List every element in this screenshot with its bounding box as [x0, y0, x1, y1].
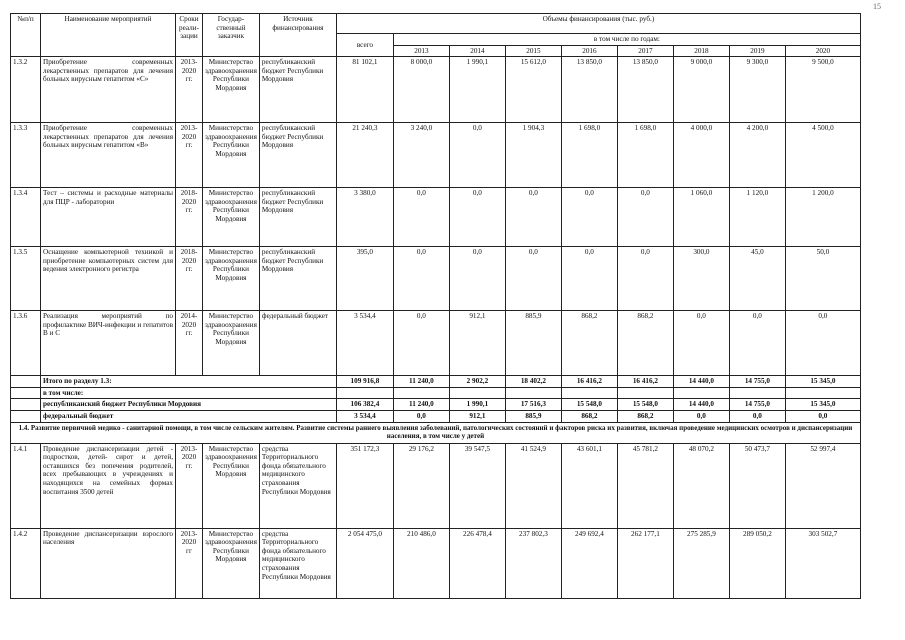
row-term: 2018-2020 гг.: [176, 188, 203, 247]
row-value-2020: 4 500,0: [785, 123, 860, 188]
row-name: Приобретение современных лекарственных препаратов для лечения больных вирусным гепатитом «С»: [41, 57, 176, 123]
row-customer: Министерство здравоохранения Республики Мордовия: [203, 188, 260, 247]
federal-budget-row: [11, 410, 861, 422]
table-row: [11, 247, 861, 311]
year-2018: 2018: [673, 45, 729, 57]
row-total: 81 102,1: [336, 57, 393, 123]
federal-budget-label: федеральный бюджет: [41, 410, 337, 422]
row-total: 3 534,4: [336, 311, 393, 376]
row-value-2020: 50,0: [785, 247, 860, 311]
table-row: [11, 311, 861, 376]
year-2017: 2017: [617, 45, 673, 57]
federal-budget-2020: 0,0: [785, 410, 860, 422]
row-value-2018: 275 285,9: [673, 528, 729, 598]
row-value-2014: 1 990,1: [449, 57, 505, 123]
row-name: Тест – системы и расходные материалы для ПЦР - лаборатории: [41, 188, 176, 247]
row-value-2018: 0,0: [673, 311, 729, 376]
row-term: 2013-2020 гг.: [176, 57, 203, 123]
republic-budget-label: республиканский бюджет Республики Мордовия: [41, 399, 337, 411]
row-num: 1.3.5: [11, 247, 41, 311]
row-value-2020: 1 200,0: [785, 188, 860, 247]
row-value-2016: 13 850,0: [561, 57, 617, 123]
row-value-2017: 0,0: [617, 247, 673, 311]
row-value-2016: 1 698,0: [561, 123, 617, 188]
header-total: всего: [336, 34, 393, 57]
section-1-4-heading: 1.4. Развитие первичной медико - санитарной помощи, в том числе сельским жителям. Развитие системы раннего выявления заболеваний, патологических состояний и факторов риска их развития, включая проведение медицинских осмотров и диспансеризации населения, в том числе у детей: [11, 422, 861, 443]
row-customer: Министерство здравоохранения Республики Мордовия: [203, 528, 260, 598]
section-total-2015: 18 402,2: [505, 376, 561, 388]
section-total-sum: 109 916,8: [336, 376, 393, 388]
row-value-2014: 0,0: [449, 188, 505, 247]
row-value-2019: 45,0: [729, 247, 785, 311]
row-value-2014: 39 547,5: [449, 443, 505, 528]
row-source: средства Территориального фонда обязательного медицинского страхования Республики Мордовия: [259, 528, 336, 598]
year-2016: 2016: [561, 45, 617, 57]
row-term: 2014-2020 гг.: [176, 311, 203, 376]
row-value-2013: 0,0: [393, 247, 449, 311]
row-term: 2018-2020 гг.: [176, 247, 203, 311]
section-total-2019: 14 755,0: [729, 376, 785, 388]
federal-budget-2013: 0,0: [393, 410, 449, 422]
federal-budget-2019: 0,0: [729, 410, 785, 422]
section-heading-row: [11, 422, 861, 443]
year-2014: 2014: [449, 45, 505, 57]
row-value-2017: 868,2: [617, 311, 673, 376]
row-term: 2013-2020 гг: [176, 528, 203, 598]
row-value-2013: 0,0: [393, 188, 449, 247]
header-source: Источник финансирования: [259, 14, 336, 57]
section-total-2016: 16 416,2: [561, 376, 617, 388]
row-value-2014: 0,0: [449, 247, 505, 311]
section-total-2018: 14 440,0: [673, 376, 729, 388]
row-value-2018: 300,0: [673, 247, 729, 311]
header-volumes: Объемы финансирования (тыс. руб.): [336, 14, 860, 34]
row-name: Проведение диспансеризации детей - подростков, детей- сирот и детей, оставшихся без попечения родителей, всех пребывающих в учреждениях и находящихся на семейных формах воспитания 3500 детей: [41, 443, 176, 528]
row-num: 1.3.6: [11, 311, 41, 376]
header-customer: Государ-ственный заказчик: [203, 14, 260, 57]
row-value-2016: 0,0: [561, 247, 617, 311]
table-row: [11, 188, 861, 247]
row-source: республиканский бюджет Республики Мордовия: [259, 188, 336, 247]
section-total-2020: 15 345,0: [785, 376, 860, 388]
federal-budget-2015: 885,9: [505, 410, 561, 422]
republic-budget-2020: 15 345,0: [785, 399, 860, 411]
year-2020: 2020: [785, 45, 860, 57]
row-value-2020: 0,0: [785, 311, 860, 376]
table-row: [11, 123, 861, 188]
row-total: 3 380,0: [336, 188, 393, 247]
republic-budget-sum: 106 382,4: [336, 399, 393, 411]
row-value-2019: 1 120,0: [729, 188, 785, 247]
row-num: 1.3.3: [11, 123, 41, 188]
row-customer: Министерство здравоохранения Республики Мордовия: [203, 443, 260, 528]
row-num: 1.3.2: [11, 57, 41, 123]
row-value-2013: 0,0: [393, 311, 449, 376]
row-value-2015: 41 524,9: [505, 443, 561, 528]
row-value-2018: 1 060,0: [673, 188, 729, 247]
section-total-2017: 16 416,2: [617, 376, 673, 388]
including-row: [11, 387, 861, 399]
federal-budget-2018: 0,0: [673, 410, 729, 422]
row-value-2016: 249 692,4: [561, 528, 617, 598]
row-source: республиканский бюджет Республики Мордовия: [259, 123, 336, 188]
row-total: 351 172,3: [336, 443, 393, 528]
section-total-row: [11, 376, 861, 388]
row-customer: Министерство здравоохранения Республики Мордовия: [203, 57, 260, 123]
row-value-2016: 43 601,1: [561, 443, 617, 528]
federal-budget-2016: 868,2: [561, 410, 617, 422]
row-name: Реализация мероприятий по профилактике ВИЧ-инфекции и гепатитов В и С: [41, 311, 176, 376]
row-num: 1.3.4: [11, 188, 41, 247]
row-value-2015: 237 802,3: [505, 528, 561, 598]
row-source: республиканский бюджет Республики Мордовия: [259, 57, 336, 123]
table-row: [11, 528, 861, 598]
row-value-2013: 210 486,0: [393, 528, 449, 598]
row-value-2019: 9 300,0: [729, 57, 785, 123]
republic-budget-2013: 11 240,0: [393, 399, 449, 411]
row-value-2018: 48 070,2: [673, 443, 729, 528]
row-value-2017: 0,0: [617, 188, 673, 247]
row-value-2015: 0,0: [505, 188, 561, 247]
row-value-2016: 868,2: [561, 311, 617, 376]
row-num: 1.4.1: [11, 443, 41, 528]
header-num: №п/п: [11, 14, 41, 57]
republic-budget-2017: 15 548,0: [617, 399, 673, 411]
row-value-2019: 0,0: [729, 311, 785, 376]
row-value-2017: 262 177,1: [617, 528, 673, 598]
federal-budget-sum: 3 534,4: [336, 410, 393, 422]
row-value-2014: 226 478,4: [449, 528, 505, 598]
row-source: республиканский бюджет Республики Мордовия: [259, 247, 336, 311]
section-total-2014: 2 902,2: [449, 376, 505, 388]
row-value-2016: 0,0: [561, 188, 617, 247]
row-value-2013: 3 240,0: [393, 123, 449, 188]
row-term: 2013-2020 гг.: [176, 443, 203, 528]
row-customer: Министерство здравоохранения Республики Мордовия: [203, 247, 260, 311]
table-row: [11, 443, 861, 528]
federal-budget-2017: 868,2: [617, 410, 673, 422]
row-value-2013: 29 176,2: [393, 443, 449, 528]
republic-budget-2014: 1 990,1: [449, 399, 505, 411]
row-total: 21 240,3: [336, 123, 393, 188]
year-2015: 2015: [505, 45, 561, 57]
row-name: Проведение диспансеризации взрослого населения: [41, 528, 176, 598]
republic-budget-2018: 14 440,0: [673, 399, 729, 411]
table-row: [11, 57, 861, 123]
page-number: 15: [873, 2, 881, 11]
federal-budget-2014: 912,1: [449, 410, 505, 422]
row-num: 1.4.2: [11, 528, 41, 598]
section-total-2013: 11 240,0: [393, 376, 449, 388]
header-term: Сроки реали-зации: [176, 14, 203, 57]
row-value-2018: 9 000,0: [673, 57, 729, 123]
row-value-2015: 0,0: [505, 247, 561, 311]
row-value-2019: 289 050,2: [729, 528, 785, 598]
row-source: федеральный бюджет: [259, 311, 336, 376]
financing-table: [10, 13, 861, 599]
row-value-2020: 303 502,7: [785, 528, 860, 598]
row-term: 2013-2020 гг.: [176, 123, 203, 188]
republic-budget-2015: 17 516,3: [505, 399, 561, 411]
row-value-2013: 8 000,0: [393, 57, 449, 123]
row-value-2019: 50 473,7: [729, 443, 785, 528]
row-value-2020: 9 500,0: [785, 57, 860, 123]
republic-budget-2016: 15 548,0: [561, 399, 617, 411]
row-value-2017: 13 850,0: [617, 57, 673, 123]
row-value-2015: 15 612,0: [505, 57, 561, 123]
header-name: Наименование мероприятий: [41, 14, 176, 57]
row-name: Приобретение современных лекарственных препаратов для лечения больных вирусным гепатитом «В»: [41, 123, 176, 188]
row-value-2018: 4 000,0: [673, 123, 729, 188]
year-2013: 2013: [393, 45, 449, 57]
row-name: Оснащение компьютерной техникой и приобретение компьютерных систем для ведения электронного регистра: [41, 247, 176, 311]
row-value-2015: 885,9: [505, 311, 561, 376]
row-value-2014: 0,0: [449, 123, 505, 188]
header-including-years: в том числе по годам:: [393, 34, 860, 46]
row-value-2019: 4 200,0: [729, 123, 785, 188]
row-value-2015: 1 904,3: [505, 123, 561, 188]
row-value-2017: 45 781,2: [617, 443, 673, 528]
row-customer: Министерство здравоохранения Республики Мордовия: [203, 311, 260, 376]
row-total: 2 054 475,0: [336, 528, 393, 598]
row-total: 395,0: [336, 247, 393, 311]
section-total-label: Итого по разделу 1.3:: [41, 376, 337, 388]
row-value-2014: 912,1: [449, 311, 505, 376]
republic-budget-2019: 14 755,0: [729, 399, 785, 411]
including-label: в том числе:: [41, 387, 337, 399]
republic-budget-row: [11, 399, 861, 411]
row-value-2017: 1 698,0: [617, 123, 673, 188]
row-value-2020: 52 997,4: [785, 443, 860, 528]
row-source: средства Территориального фонда обязательного медицинского страхования Республики Мордовия: [259, 443, 336, 528]
row-customer: Министерство здравоохранения Республики Мордовия: [203, 123, 260, 188]
year-2019: 2019: [729, 45, 785, 57]
